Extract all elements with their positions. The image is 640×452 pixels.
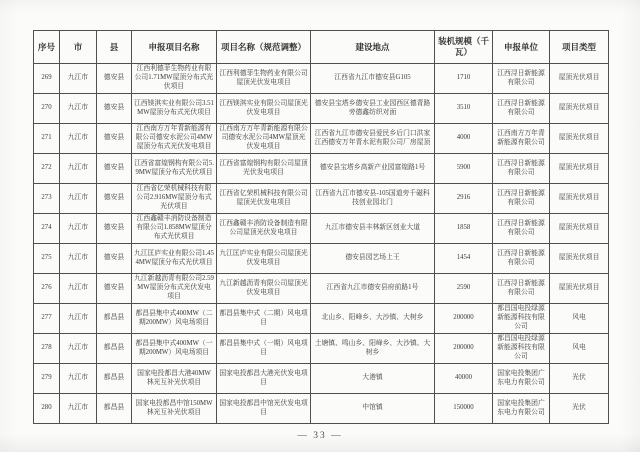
project-table [33, 30, 609, 424]
table-cell: 德安县 [97, 124, 132, 154]
table-cell: 江西省亿荣机械科技有限公司2.916MW屋顶分布式光伏项目 [132, 184, 217, 214]
table-cell: 江西南方万年青新能源有限公司德安水泥公司4MW屋顶分布式光伏发电项目 [132, 124, 217, 154]
table-cell: 江西省九江市德安县府前路1号 [311, 274, 435, 304]
table-cell: 都昌县集中式（一期）风电项目 [217, 334, 311, 364]
column-header: 建设地点 [311, 31, 435, 64]
table-cell: 275 [34, 244, 60, 274]
table-cell: 276 [34, 274, 60, 304]
table-cell: 江西省富煌钢构有限公司5.9MW屋顶分布式光伏项目 [132, 154, 217, 184]
column-header: 申报单位 [493, 31, 550, 64]
table-cell: 都昌县 [97, 394, 132, 424]
table-cell: 屋顶光伏项目 [550, 64, 609, 94]
table-cell: 国家电投都昌中馆光伏发电项目 [217, 394, 311, 424]
table-cell: 九江市 [60, 244, 97, 274]
table-row [34, 214, 609, 244]
table-cell: 屋顶光伏项目 [550, 244, 609, 274]
table-cell: 屋顶光伏项目 [550, 274, 609, 304]
table-cell: 德安县 [97, 64, 132, 94]
column-header: 序号 [34, 31, 60, 64]
table-cell: 江西省九江市德安县爱民乡后门口洪家江西德安万年青水泥有限公司厂房屋顶 [311, 124, 435, 154]
table-cell: 德安县园艺场上王 [311, 244, 435, 274]
table-row [34, 244, 609, 274]
table-cell: 江西省九江市德安县G105 [311, 64, 435, 94]
table-cell: 2916 [435, 184, 493, 214]
table-cell: 1454 [435, 244, 493, 274]
table-cell: 光伏 [550, 364, 609, 394]
table-row [34, 394, 609, 424]
table-cell: 江西浔日新能源有限公司 [493, 184, 550, 214]
table-row [34, 184, 609, 214]
table-cell: 都昌国电投绿源新能源科技有限公司 [493, 334, 550, 364]
table-cell: 德安县宝塔乡德安县工业园西区德青路旁德鑫纺织对面 [311, 94, 435, 124]
table-cell: 国家电投都昌大港光伏发电项目 [217, 364, 311, 394]
table-cell: 1858 [435, 214, 493, 244]
table-cell: 江西鑫赣丰消防设备制造有限公司屋顶光伏发电项目 [217, 214, 311, 244]
table-cell: 江西省九江市德安县-105国道旁千磁科技创业园北门 [311, 184, 435, 214]
table-cell: 九江市 [60, 154, 97, 184]
table-cell: 大港镇 [311, 364, 435, 394]
table-cell: 江西浔日新能源有限公司 [493, 94, 550, 124]
table-header-row [34, 31, 609, 64]
table-cell: 40000 [435, 364, 493, 394]
table-cell: 270 [34, 94, 60, 124]
column-header: 申报项目名称 [132, 31, 217, 64]
table-cell: 九江匡庐实业有限公司1.454MW屋顶分布式光伏项目 [132, 244, 217, 274]
table-cell: 屋顶光伏项目 [550, 124, 609, 154]
table-row [34, 64, 609, 94]
table-cell: 272 [34, 154, 60, 184]
table-cell: 九江市 [60, 364, 97, 394]
column-header: 县 [97, 31, 132, 64]
table-cell: 江西南方万年青新能源有限公司德安水泥公司4MW屋顶光伏发电项目 [217, 124, 311, 154]
column-header: 装机规模（千瓦） [435, 31, 493, 64]
table-row [34, 334, 609, 364]
table-cell: 江西镁淇实业有限公司屋顶光伏发电项目 [217, 94, 311, 124]
table-cell: 江西省富煌钢构有限公司屋顶光伏发电项目 [217, 154, 311, 184]
table-cell: 280 [34, 394, 60, 424]
table-cell: 都昌县集中式400MW（一期200MW）风电场项目 [132, 334, 217, 364]
table-cell: 江西浔日新能源有限公司 [493, 214, 550, 244]
table-cell: 200000 [435, 304, 493, 334]
table-cell: 北山乡、阳峰乡、大沙镇、大树乡 [311, 304, 435, 334]
table-cell: 江西浔日新能源有限公司 [493, 244, 550, 274]
column-header: 市 [60, 31, 97, 64]
table-cell: 屋顶光伏项目 [550, 154, 609, 184]
page-number: — 33 — [297, 431, 343, 441]
table-cell: 江西利德菲生物药业有限公司1.71MW屋顶分布式光伏项目 [132, 64, 217, 94]
table-cell: 光伏 [550, 394, 609, 424]
table-cell: 国家电投都昌中馆150MW林光互补光伏项目 [132, 394, 217, 424]
table-cell: 274 [34, 214, 60, 244]
table-cell: 九江市 [60, 274, 97, 304]
table-cell: 都昌国电投绿源新能源科技有限公司 [493, 304, 550, 334]
table-cell: 德安县 [97, 94, 132, 124]
table-cell: 九江市 [60, 64, 97, 94]
table-cell: 九江匡庐实业有限公司屋顶光伏发电项目 [217, 244, 311, 274]
table-cell: 九江市 [60, 214, 97, 244]
table-cell: 风电 [550, 334, 609, 364]
table-cell: 风电 [550, 304, 609, 334]
table-cell: 江西浔日新能源有限公司 [493, 274, 550, 304]
table-cell: 江西浔日新能源有限公司 [493, 64, 550, 94]
table-cell: 都昌县 [97, 364, 132, 394]
table-cell: 九江市 [60, 124, 97, 154]
table-cell: 屋顶光伏项目 [550, 94, 609, 124]
table-cell: 屋顶光伏项目 [550, 184, 609, 214]
table-cell: 都昌县 [97, 304, 132, 334]
table-cell: 277 [34, 304, 60, 334]
table-cell: 5900 [435, 154, 493, 184]
table-cell: 屋顶光伏项目 [550, 214, 609, 244]
table-cell: 德安县 [97, 214, 132, 244]
table-cell: 278 [34, 334, 60, 364]
table-row [34, 154, 609, 184]
table-cell: 土塘镇、鸣山乡、阳峰乡、大沙镇、大树乡 [311, 334, 435, 364]
table-cell: 九江市 [60, 184, 97, 214]
table-cell: 江西利德菲生物药业有限公司屋顶光伏发电项目 [217, 64, 311, 94]
table-cell: 九江市 [60, 394, 97, 424]
table-cell: 273 [34, 184, 60, 214]
table-cell: 都昌县集中式（二期）风电项目 [217, 304, 311, 334]
table-cell: 国家电投集团广东电力有限公司 [493, 394, 550, 424]
table-cell: 271 [34, 124, 60, 154]
table-row [34, 304, 609, 334]
table-cell: 4000 [435, 124, 493, 154]
table-cell: 九江新越沥青有限公司屋顶光伏发电项目 [217, 274, 311, 304]
column-header: 项目类型 [550, 31, 609, 64]
table-row [34, 364, 609, 394]
table-cell: 德安县宝塔乡高新产业园富煌路1号 [311, 154, 435, 184]
table-cell: 都昌县 [97, 334, 132, 364]
table-cell: 九江市 [60, 334, 97, 364]
table-cell: 江西镁淇实业有限公司3.51MW屋顶分布式光伏项目 [132, 94, 217, 124]
table-cell: 3510 [435, 94, 493, 124]
table-cell: 九江市 [60, 94, 97, 124]
table-cell: 1710 [435, 64, 493, 94]
table-cell: 九江市德安县丰林新区创业大道 [311, 214, 435, 244]
table-cell: 江西南方万年青新能源有限公司 [493, 124, 550, 154]
table-row [34, 124, 609, 154]
table-row [34, 94, 609, 124]
table-cell: 江西鑫赣丰消防设备制造有限公司1.858MW屋顶分布式光伏项目 [132, 214, 217, 244]
table-cell: 200000 [435, 334, 493, 364]
table-cell: 德安县 [97, 274, 132, 304]
table-body [34, 64, 609, 424]
table-row [34, 274, 609, 304]
table-cell: 中馆镇 [311, 394, 435, 424]
table-cell: 九江新越沥青有限公司2.59MW屋顶分布式光伏发电项目 [132, 274, 217, 304]
table-cell: 国家电投都昌大港40MW林光互补光伏项目 [132, 364, 217, 394]
table-cell: 150000 [435, 394, 493, 424]
table-cell: 德安县 [97, 184, 132, 214]
table-cell: 269 [34, 64, 60, 94]
table-cell: 江西省亿荣机械科技有限公司屋顶光伏发电项目 [217, 184, 311, 214]
column-header: 项目名称（规范调整） [217, 31, 311, 64]
table-cell: 德安县 [97, 244, 132, 274]
table-cell: 279 [34, 364, 60, 394]
table-cell: 德安县 [97, 154, 132, 184]
table-cell: 2590 [435, 274, 493, 304]
table-cell: 九江市 [60, 304, 97, 334]
table-cell: 都昌县集中式400MW（二期200MW）风电场项目 [132, 304, 217, 334]
table-cell: 江西浔日新能源有限公司 [493, 154, 550, 184]
table-cell: 国家电投集团广东电力有限公司 [493, 364, 550, 394]
